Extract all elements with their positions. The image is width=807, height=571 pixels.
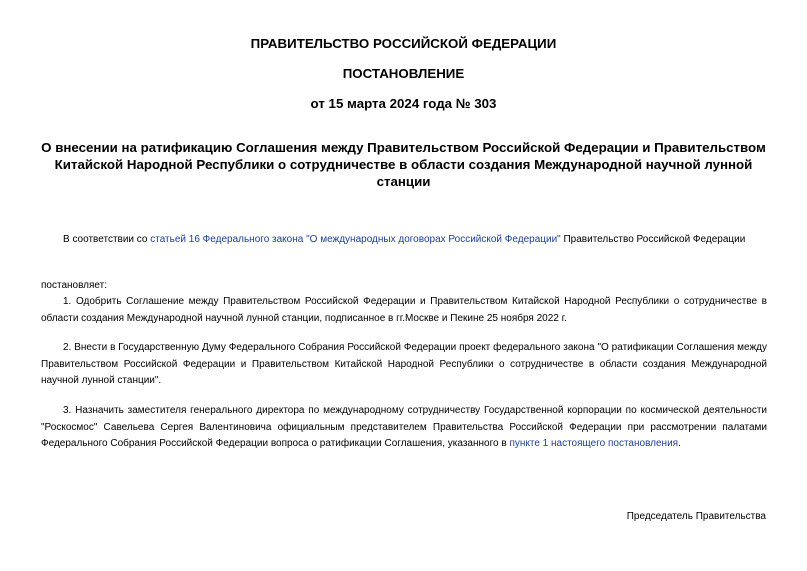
item-1-reference-link[interactable]: пункте 1 настоящего постановления: [509, 438, 679, 449]
document-type-heading: ПОСТАНОВЛЕНИЕ: [342, 66, 465, 81]
item-3-paragraph: [41, 403, 767, 453]
document-title: О внесении на ратификацию Соглашения между Правительством Российской Федерации и Правительством Китайской Народной Республики о сотрудничестве в области создания Международной научной лунной станции: [41, 140, 766, 189]
resolves-text: постановляет:: [41, 280, 108, 291]
government-heading: ПРАВИТЕЛЬСТВО РОССИЙСКОЙ ФЕДЕРАЦИИ: [250, 36, 557, 51]
preamble-text-after: Правительство Российской Федерации: [560, 234, 746, 245]
preamble-text-before: В соответствии со: [63, 234, 151, 245]
date-number-heading: от 15 марта 2024 года № 303: [310, 96, 497, 111]
item-3-text-before: 3. Назначить заместителя генерального директора по международному сотрудничеству Государственной корпорации по космической деятельности "Роскосмос" Савельева Сергея Валентиновича официальным представителем Правительства Российской Федерации при рассмотрении палатами Федерального Собрания Российской Федерации вопроса о ратификации Соглашения, указанного в: [41, 405, 767, 449]
signature-title: Председатель Правительства: [626, 511, 766, 522]
law-article-link[interactable]: статьей 16 Федерального закона "О международных договорах Российской Федерации": [150, 234, 561, 245]
item-3-text-after: .: [678, 438, 681, 449]
item-1-paragraph: 1. Одобрить Соглашение между Правительством Российской Федерации и Правительством Китайской Народной Республики о сотрудничестве в области создания Международной научной лунной станции, подписанное в гг.Москве и Пекине 25 ноября 2022 г.: [41, 296, 767, 324]
item-2-paragraph: 2. Внести в Государственную Думу Федерального Собрания Российской Федерации проект федерального закона "О ратификации Соглашения между Правительством Российской Федерации и Правительством Китайской Народной Республики о сотрудничестве в области создания Международной научной лунной станции".: [41, 342, 767, 386]
preamble-paragraph: [41, 232, 767, 249]
